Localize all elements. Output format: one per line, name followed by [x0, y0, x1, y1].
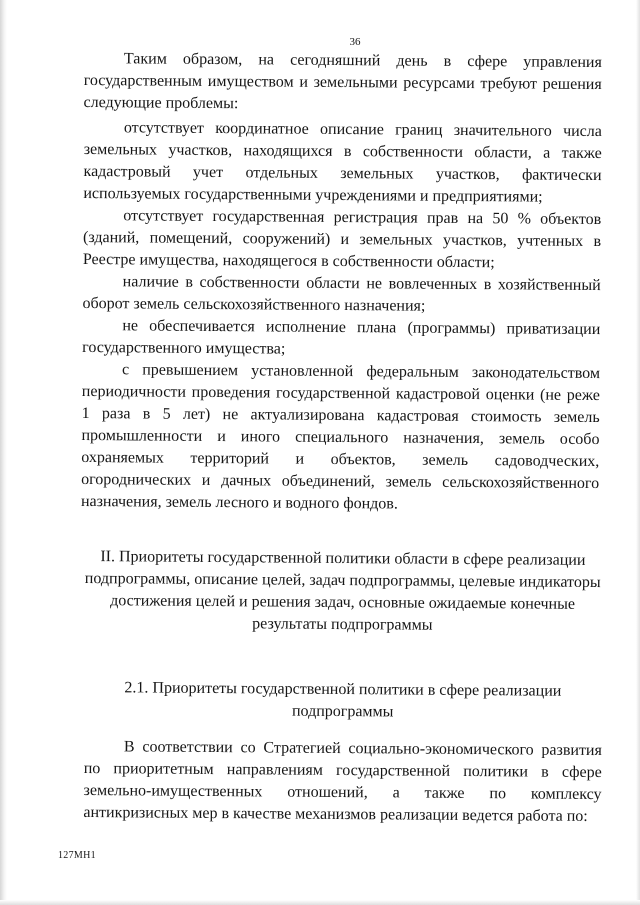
problem-item: наличие в собственности области не вовлеченных в хозяйственный оборот земель сельскохозяйственного назначения; — [82, 273, 601, 315]
section-2-1-heading-text: 2.1. Приоритеты государственной политики в сфере реализации подпрограммы — [124, 679, 562, 721]
section-ii-heading — [83, 546, 602, 638]
problems-list — [81, 117, 602, 517]
document-code: 127МН1 — [58, 850, 96, 861]
section-ii-heading-text: II. Приоритеты государственной политики области в сфере реализации подпрограммы, описание целей, задач подпрограммы, целевые индикаторы достижения целей и решения задач, основные ожидаемые конечные результаты подпрограммы — [84, 548, 601, 634]
scan-shadow-right — [636, 0, 640, 905]
problem-item: не обеспечивается исполнение плана (программы) приватизации государственного имущества; — [82, 317, 601, 358]
problem-item: отсутствует координатное описание границ значительного числа земельных участков, находящихся в собственности области, а также кадастровый учет отдельных земельных участков, фактически используемых государственными учреждениями и предприятиями; — [83, 119, 602, 206]
closing-block — [83, 736, 602, 828]
section-2-1-heading — [84, 677, 602, 725]
problem-item: отсутствует государственная регистрация прав на 50 % объектов (зданий, помещений, сооружений) и земельных участков, учтенных в Реестре имущества, находящегося в собственности области; — [82, 207, 602, 272]
scan-shadow-left — [0, 0, 7, 905]
scan-shadow-bottom — [0, 900, 640, 905]
page-number: 36 — [349, 36, 361, 48]
problem-item: с превышением установленной федеральным законодательством периодичности проведения государственной кадастровой оценки (не реже 1 раза в 5 лет) не актуализирована кадастровая стоимость земель промышленности и иного специального назначения, земель особо охраняемых территорий и объектов, земель садоводческих, огороднических и дачных объединений, земель сельскохозяйственного назначения, земель лесного и водного фондов. — [80, 361, 601, 513]
intro-paragraph: Таким образом, на сегодняшний день в сфере управления государственным имуществом и земельными ресурсами требуют решения следующие проблемы: — [83, 50, 602, 113]
intro-block — [83, 48, 602, 118]
closing-paragraph: В соответствии со Стратегией социально-экономического развития по приоритетным направлениям государственной политики в сфере земельно-имущественных отношений, а также по комплексу антикризисных мер в качестве механизмов реализации ведется работа по: — [83, 738, 602, 825]
